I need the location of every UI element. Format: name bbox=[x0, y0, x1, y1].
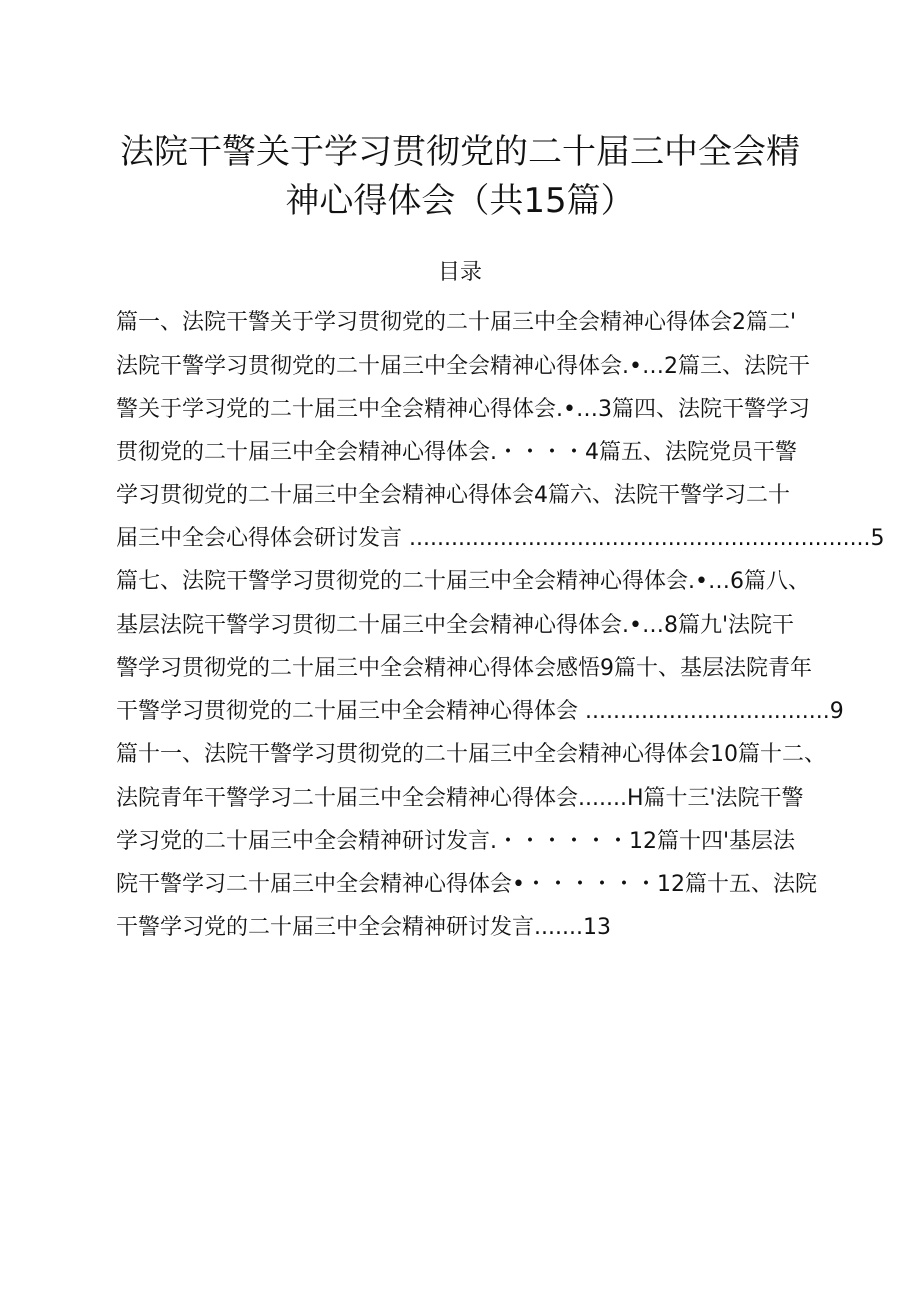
toc-line: 届三中全会心得体会研讨发言 ..................................................................5 bbox=[116, 526, 885, 551]
toc-line: 法院干警学习贯彻党的二十届三中全会精神心得体会.•…2篇三、法院干 bbox=[116, 354, 810, 379]
toc-line: 学习贯彻党的二十届三中全会精神心得体会4篇六、法院干警学习二十 bbox=[116, 483, 790, 508]
toc-line: 干警学习贯彻党的二十届三中全会精神心得体会 ...................................9 bbox=[116, 699, 844, 724]
toc-line: 篇一、法院干警关于学习贯彻党的二十届三中全会精神心得体会2篇二' bbox=[116, 310, 797, 335]
toc-line: 篇十一、法院干警学习贯彻党的二十届三中全会精神心得体会10篇十二、 bbox=[116, 742, 826, 767]
document-title-line-2: 神心得体会（共15篇） bbox=[285, 181, 635, 221]
document-title-line-1: 法院干警关于学习贯彻党的二十届三中全会精 bbox=[120, 132, 800, 172]
toc-line: 贯彻党的二十届三中全会精神心得体会.・・・・4篇五、法院党员干警 bbox=[116, 440, 797, 465]
toc-line: 院干警学习二十届三中全会精神心得体会•・・・・・・12篇十五、法院 bbox=[116, 872, 817, 897]
toc-line: 篇七、法院干警学习贯彻党的二十届三中全会精神心得体会.•…6篇八、 bbox=[116, 569, 810, 594]
toc-line: 基层法院干警学习贯彻二十届三中全会精神心得体会.•…8篇九'法院干 bbox=[116, 613, 795, 638]
toc-line: 学习党的二十届三中全会精神研讨发言.・・・・・・12篇十四'基层法 bbox=[116, 829, 796, 854]
toc-line: 法院青年干警学习二十届三中全会精神心得体会.......H篇十三'法院干警 bbox=[116, 786, 804, 811]
toc-heading: 目录 bbox=[437, 260, 482, 285]
toc-line: 警学习贯彻党的二十届三中全会精神心得体会感悟9篇十、基层法院青年 bbox=[116, 656, 812, 681]
toc-line: 警关于学习党的二十届三中全会精神心得体会.•…3篇四、法院干警学习 bbox=[116, 397, 810, 422]
toc-line: 干警学习党的二十届三中全会精神研讨发言.......13 bbox=[116, 915, 611, 940]
